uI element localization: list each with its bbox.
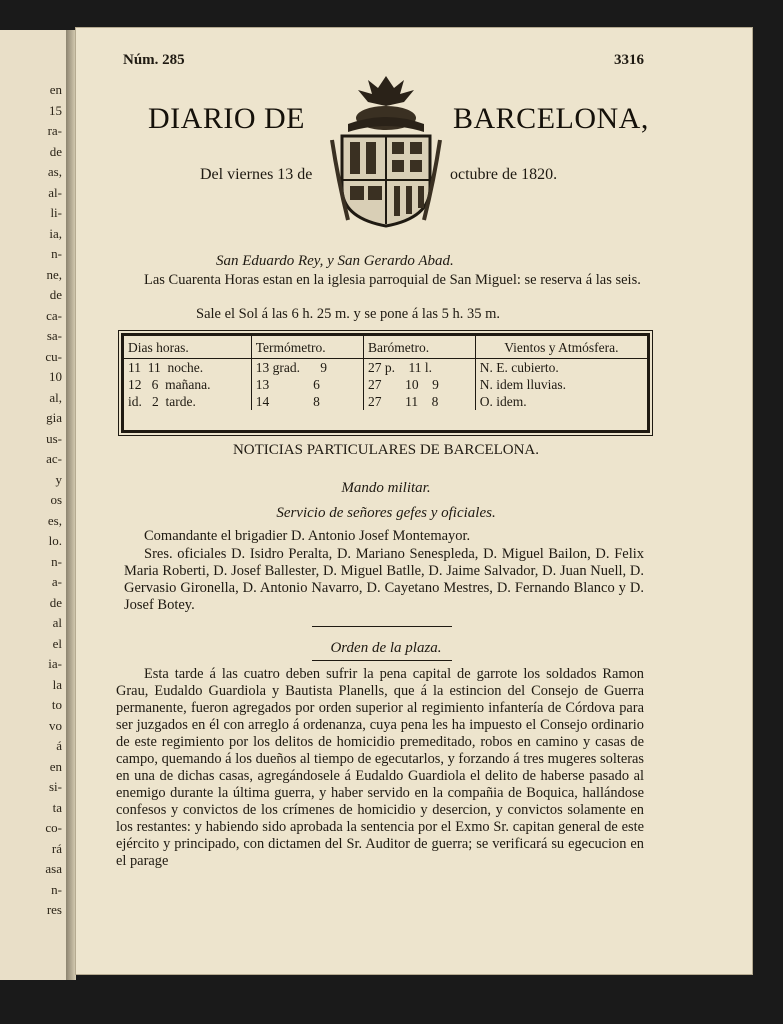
newspaper-page xyxy=(76,28,752,974)
col-winds: Vientos y Atmósfera. xyxy=(475,336,647,359)
left-page-fragment: sa- xyxy=(46,328,62,343)
masthead-title-left: DIARIO DE xyxy=(148,102,305,135)
left-page-fragment: ra- xyxy=(47,123,62,138)
divider xyxy=(312,660,452,661)
divider xyxy=(312,626,452,627)
left-page-fragment: ta xyxy=(52,799,62,815)
cell: N. idem lluvias. xyxy=(479,377,566,392)
left-page-fragment: ac- xyxy=(46,451,62,466)
col-thermometer: Termómetro. xyxy=(251,336,363,359)
officers-service-heading: Servicio de señores gefes y oficiales. xyxy=(276,505,496,521)
left-page-fragment: y xyxy=(55,471,62,487)
left-page-fragment: 15 xyxy=(49,102,62,118)
plaza-order-text: Esta tarde á las cuatro deben sufrir la pena capital de garrote los soldados Ramon Grau, Eudaldo Guardiola y Bautista Planells, que á la estincion del Consejo de Guerra permanente, fueron agregados por orden superior al regimiento infantería de Córdova para ser juzgados en él con arreglo á ordenanza, cuya pena les ha impuesto el Consejo ordinario de este regimiento por los delitos de homicidio premeditado, robos en camino y casas de campo, quemando á los dueños al tiempo de egecutarlos, y forzando á tres mugeres solteras en una de dichas casas, agregándosele á Eudaldo Guardiola el delito de haberse pasado al enemigo durante la última guerra, y haber servido en la compañia de Boquica, hallándose confesos y convictos de los crímenes de homicidio y desercion, y convictos solamente en los restantes: y habiendo sido aprobada la sentencia por el Exmo Sr. capitan general de este ejército y principado, con dictamen del Sr. Auditor de guerra; se verificará su egecucion en el parage xyxy=(116,666,644,869)
left-page-fragment: us- xyxy=(46,430,62,446)
left-page-fragment: en xyxy=(49,758,62,774)
cell: 27 11 8 xyxy=(363,393,475,410)
left-page-fragment: ca- xyxy=(46,307,62,323)
col-barometer: Barómetro. xyxy=(363,336,475,359)
left-page-fragment: si- xyxy=(49,779,62,794)
left-page-fragment: os xyxy=(50,492,62,507)
cell: 13 6 xyxy=(251,376,363,393)
left-page-fragment: n- xyxy=(51,881,62,897)
left-page-fragment: lo. xyxy=(48,533,62,548)
sun-times: Sale el Sol á las 6 h. 25 m. y se pone á las 5 h. 35 m. xyxy=(196,306,501,322)
date-line-left: Del viernes 13 de xyxy=(200,166,313,183)
left-page-fragment: ia, xyxy=(49,225,62,241)
table-row xyxy=(124,376,647,393)
cell: 27 p. 11 l. xyxy=(363,359,475,377)
cell: 13 grad. 9 xyxy=(251,359,363,377)
plaza-order-heading: Orden de la plaza. xyxy=(330,640,442,656)
left-page-fragment: la xyxy=(52,676,62,692)
book-gutter xyxy=(66,30,76,980)
left-page-fragment: n- xyxy=(51,553,62,569)
saints-of-day: San Eduardo Rey, y San Gerardo Abad. xyxy=(216,253,454,269)
left-page-fragment: de xyxy=(49,287,62,302)
left-page-fragment: a- xyxy=(51,574,62,589)
left-page-margin xyxy=(0,30,68,980)
commander-line: Comandante el brigadier D. Antonio Josef Montemayor. xyxy=(144,528,471,544)
cell: N. E. cubierto. xyxy=(479,360,559,375)
left-page-fragment: en xyxy=(49,82,62,97)
date-line-right: octubre de 1820. xyxy=(450,166,558,183)
cell: O. idem. xyxy=(479,394,527,409)
left-page-fragment: ne, xyxy=(46,266,62,282)
cell: id. 2 tarde. xyxy=(124,393,251,410)
left-page-fragment: ia- xyxy=(48,656,62,671)
military-command-heading: Mando militar. xyxy=(341,480,431,496)
left-page-fragment: co- xyxy=(45,820,62,835)
left-page-fragment: de xyxy=(49,594,62,610)
left-page-fragment: res xyxy=(46,902,62,917)
issue-number: Núm. 285 xyxy=(123,52,185,68)
cell: 11 11 noche. xyxy=(124,359,251,377)
left-page-fragment: li- xyxy=(50,205,62,220)
left-page-fragment: 10 xyxy=(49,369,62,384)
left-page-fragment: gia xyxy=(46,410,62,425)
cell: 14 8 xyxy=(251,393,363,410)
left-page-fragment: as, xyxy=(47,164,62,179)
table-row xyxy=(124,359,647,377)
masthead-title-right: BARCELONA, xyxy=(453,102,649,135)
cell: 27 10 9 xyxy=(363,376,475,393)
table-row xyxy=(124,393,647,410)
left-page-fragment: de xyxy=(49,143,62,159)
left-page-fragment: á xyxy=(56,738,62,753)
col-days-hours: Dias horas. xyxy=(124,336,251,359)
left-page-fragment: vo xyxy=(49,717,62,733)
left-page-fragment: al, xyxy=(49,389,62,405)
left-page-fragment: es, xyxy=(47,512,62,528)
left-page-fragment: rá xyxy=(51,840,62,856)
forty-hours-notice: Las Cuarenta Horas estan en la iglesia parroquial de San Miguel: se reserva á las seis. xyxy=(144,272,641,288)
left-page-fragment: asa xyxy=(45,861,62,876)
weather-table xyxy=(121,333,650,433)
page-number: 3316 xyxy=(614,52,644,68)
left-page-fragment: el xyxy=(52,635,62,651)
coat-of-arms-emblem xyxy=(328,70,444,232)
left-page-fragment: cu- xyxy=(45,348,62,364)
left-page-fragment: to xyxy=(51,697,62,712)
left-page-fragment: al- xyxy=(48,184,62,200)
officers-list: Sres. oficiales D. Isidro Peralta, D. Mariano Senespleda, D. Miguel Bailon, D. Felix Maria Roberti, D. Josef Ballester, D. Miguel Batlle, D. Jaime Salvador, D. Juan Nuell, D. Gervasio Gironella, D. Antonio Navarro, D. Cayetano Mestres, D. Fernando Blanco y D. Josef Botey. xyxy=(124,546,644,613)
left-page-fragment: al xyxy=(52,615,62,630)
left-page-fragment: n- xyxy=(51,246,62,261)
news-heading: NOTICIAS PARTICULARES DE BARCELONA. xyxy=(232,442,540,458)
cell: 12 6 mañana. xyxy=(124,376,251,393)
